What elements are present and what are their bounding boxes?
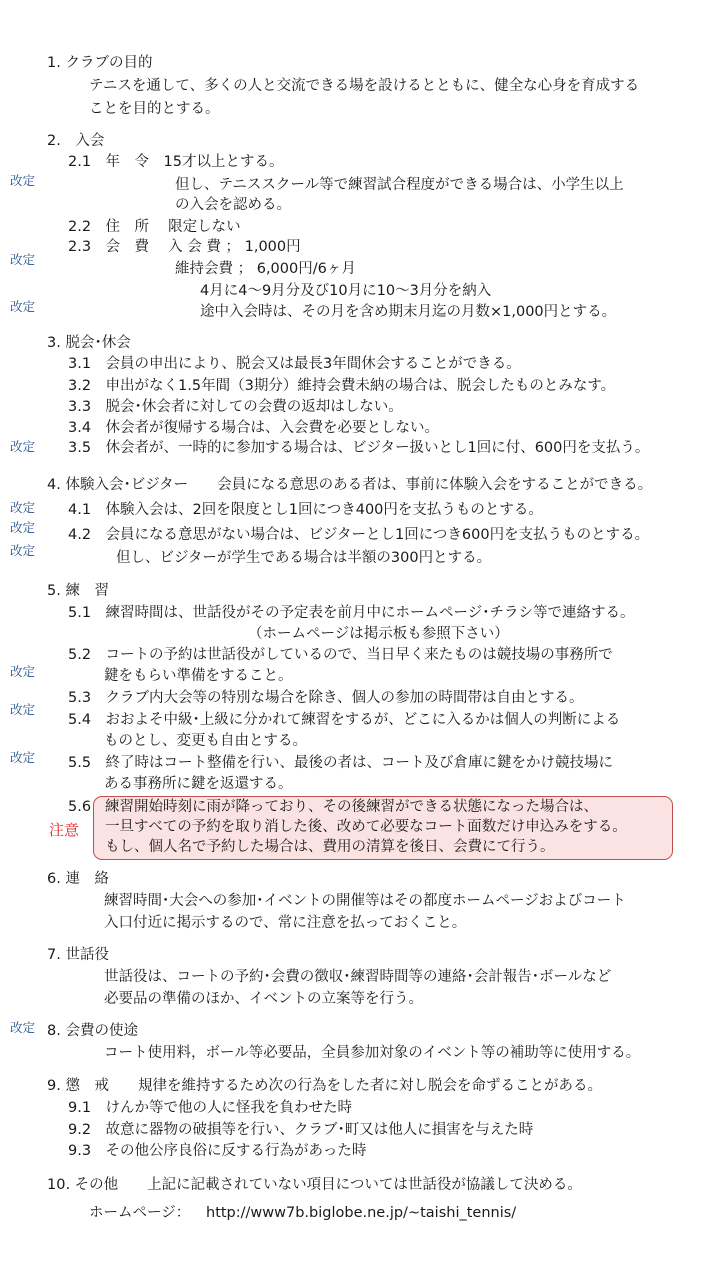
revision-marker: 改定	[10, 299, 36, 314]
section-text: 必要品の準備のほか、イベントの立案等を行う。	[104, 991, 423, 1007]
clause-item: 5.4 おおよそ中級･上級に分かれて練習をするが、どこに入るかは個人の判断による	[68, 712, 621, 728]
revision-marker: 改定	[10, 702, 36, 717]
clause-item: 4.2 会員になる意思がない場合は、ビジターとし1回につき600円を支払うものとする。	[68, 527, 650, 543]
revision-marker: 改定	[10, 439, 36, 454]
clause-item: 5.2 コートの予約は世話役がしているので、当日早く来たものは競技場の事務所で	[68, 647, 613, 663]
caution-label: 注意	[49, 821, 80, 839]
clause-text: （ホームページは掲示板も参照下さい）	[248, 626, 509, 642]
section-heading: 3. 脱会･休会	[47, 335, 131, 351]
section-heading: 1. クラブの目的	[47, 55, 153, 71]
homepage-link[interactable]: http://www7b.biglobe.ne.jp/~taishi_tennis/	[206, 1205, 517, 1221]
section-text: ことを目的とする。	[89, 101, 220, 117]
revision-marker: 改定	[10, 1020, 36, 1035]
clause-text: の入会を認める。	[175, 197, 291, 213]
clause-text: 維持会費 ； 6,000円/6ヶ月	[175, 261, 356, 277]
section-heading: 9. 懲 戒 規律を維持するため次の行為をした者に対し脱会を命ずることがある。	[47, 1078, 602, 1094]
section-text: 入口付近に掲示するので、常に注意を払っておくこと。	[104, 915, 467, 931]
clause-item: 9.2 故意に器物の破損等を行い、クラブ･町又は他人に損害を与えた時	[68, 1122, 534, 1138]
section-text: 練習時間･大会への参加･イベントの開催等はその都度ホームページおよびコート	[104, 893, 626, 909]
clause-item: 3.3 脱会･休会者に対しての会費の返却はしない。	[68, 399, 403, 415]
homepage-label: ホームページ：	[89, 1205, 191, 1221]
clause-text: 鍵をもらい準備をすること。	[104, 668, 293, 684]
clause-item: 5.5 終了時はコート整備を行い、最後の者は、コート及び倉庫に鍵をかけ競技場に	[68, 755, 614, 771]
clause-item: 2.2 住 所 限定しない	[68, 219, 241, 235]
section-heading: 7. 世話役	[47, 947, 109, 963]
clause-text: 途中入会時は、その月を含め期末月迄の月数×1,000円とする。	[200, 304, 617, 320]
section-heading: 2. 入会	[47, 133, 105, 149]
revision-marker: 改定	[10, 173, 36, 188]
section-heading: 8. 会費の使途	[47, 1023, 138, 1039]
clause-item: 9.3 その他公序良俗に反する行為があった時	[68, 1143, 367, 1159]
clause-item: 3.5 休会者が、一時的に参加する場合は、ビジター扱いとし1回に付、600円を支払う。	[68, 440, 650, 456]
clause-item: 3.1 会員の申出により、脱会又は最長3年間休会することができる。	[68, 356, 521, 372]
revision-marker: 改定	[10, 252, 36, 267]
revision-marker: 改定	[10, 543, 36, 558]
clause-text: ものとし、変更も自由とする。	[104, 733, 307, 749]
caution-text: もし、個人名で予約した場合は、費用の清算を後日、会費にて行う。	[105, 839, 555, 855]
revision-marker: 改定	[10, 500, 36, 515]
clause-text: 4月に4～9月分及び10月に10～3月分を納入	[200, 283, 492, 299]
clause-item: 3.4 休会者が復帰する場合は、入会費を必要としない。	[68, 420, 440, 436]
section-text: テニスを通して、多くの人と交流できる場を設けるとともに、健全な心身を育成する	[89, 78, 640, 94]
section-heading: 5. 練 習	[47, 583, 109, 599]
clause-text: ある事務所に鍵を返還する。	[104, 776, 293, 792]
clause-text: 但し、ビジターが学生である場合は半額の300円とする。	[116, 550, 492, 566]
revision-marker: 改定	[10, 750, 36, 765]
revision-marker: 改定	[10, 520, 36, 535]
clause-item: 3.2 申出がなく1.5年間（3期分）維持会費未納の場合は、脱会したものとみなす。	[68, 378, 616, 394]
revision-marker: 改定	[10, 664, 36, 679]
caution-text: 一旦すべての予約を取り消した後、改めて必要なコート面数だけ申込みをする。	[105, 819, 627, 835]
clause-number: 5.6	[68, 799, 92, 815]
clause-item: 9.1 けんか等で他の人に怪我を負わせた時	[68, 1100, 353, 1116]
section-text: 世話役は、コートの予約･会費の徴収･練習時間等の連絡･会計報告･ボールなど	[104, 969, 612, 985]
clause-item: 2.1 年 令 15才以上とする。	[68, 154, 284, 170]
clause-text: 但し、テニススクール等で練習試合程度ができる場合は、小学生以上	[175, 177, 624, 193]
caution-text: 練習開始時刻に雨が降っており、その後練習ができる状態になった場合は、	[105, 799, 598, 815]
section-text: コート使用料，ボール等必要品，全員参加対象のイベント等の補助等に使用する。	[104, 1045, 641, 1061]
clause-item: 5.3 クラブ内大会等の特別な場合を除き、個人の参加の時間帯は自由とする。	[68, 690, 584, 706]
caution-box	[93, 796, 673, 860]
clause-item: 4.1 体験入会は、2回を限度とし1回につき400円を支払うものとする。	[68, 502, 543, 518]
clause-item: 2.3 会 費 入 会 費 ； 1,000円	[68, 239, 301, 255]
section-heading: 6. 連 絡	[47, 871, 109, 887]
section-heading: 10. その他 上記に記載されていない項目については世話役が協議して決める。	[47, 1177, 582, 1193]
clause-item: 5.1 練習時間は、世話役がその予定表を前月中にホームページ･チラシ等で連絡する。	[68, 605, 635, 621]
section-heading: 4. 体験入会･ビジター 会員になる意思のある者は、事前に体験入会をすることができる。	[47, 477, 653, 493]
